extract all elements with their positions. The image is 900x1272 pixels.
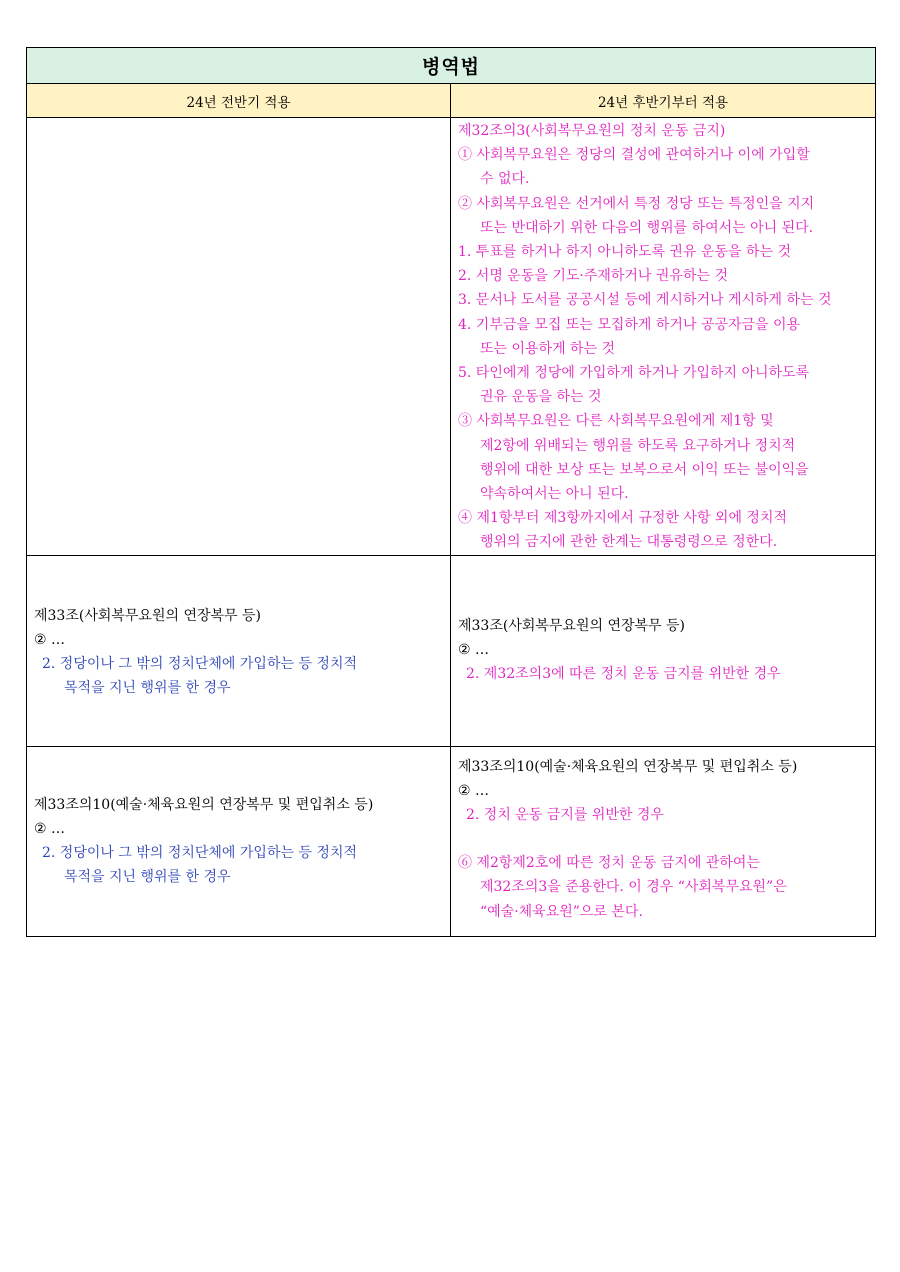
- paragraph-4-line-b: 행위의 금지에 관한 한계는 대통령령으로 정한다.: [480, 534, 778, 551]
- paragraph-2-ellipsis-new-33-10: ② …: [458, 782, 490, 799]
- item-4-line-a: 4. 기부금을 모집 또는 모집하게 하거나 공공자금을 이용: [458, 316, 801, 333]
- item-2-old-line-a: 2. 정당이나 그 밖의 정치단체에 가입하는 등 정치적: [42, 656, 357, 673]
- paragraph-3-line-b: 제2항에 위배되는 행위를 하도록 요구하거나 정치적: [480, 437, 796, 454]
- article-33-heading-old: 제33조(사회복무요원의 연장복무 등): [34, 607, 261, 624]
- paragraph-2-ellipsis-old-33-10: ② …: [34, 820, 66, 837]
- paragraph-3-line-c: 행위에 대한 보상 또는 보복으로서 이익 또는 불이익을: [480, 461, 809, 478]
- item-2: 2. 서명 운동을 기도·주재하거나 권유하는 것: [458, 268, 728, 285]
- paragraph-6-line-c: “예술·체육요원”으로 본다.: [480, 903, 643, 920]
- item-2-old-33-10-line-a: 2. 정당이나 그 밖의 정치단체에 가입하는 등 정치적: [42, 845, 357, 862]
- item-3: 3. 문서나 도서를 공공시설 등에 게시하거나 게시하게 하는 것: [458, 292, 832, 309]
- row3-right-cell: [451, 746, 876, 936]
- document-title: 병역법: [27, 48, 876, 84]
- item-2-old-33-10-line-b: 목적을 지닌 행위를 한 경우: [64, 869, 231, 886]
- paragraph-6-line-a: ⑥ 제2항제2호에 따른 정치 운동 금지에 관하여는: [458, 855, 760, 872]
- item-2-old-line-b: 목적을 지닌 행위를 한 경우: [64, 680, 231, 697]
- paragraph-3-line-d: 약속하여서는 아니 된다.: [480, 486, 629, 503]
- item-2-new-33-10: 2. 정치 운동 금지를 위반한 경우: [466, 807, 664, 824]
- item-4-line-b: 또는 이용하게 하는 것: [480, 340, 616, 357]
- paragraph-1-line-a: ① 사회복무요원은 정당의 결성에 관여하거나 이에 가입할: [458, 147, 810, 164]
- item-5-line-a: 5. 타인에게 정당에 가입하게 하거나 가입하지 아니하도록: [458, 365, 810, 382]
- item-1: 1. 투표를 하거나 하지 아니하도록 권유 운동을 하는 것: [458, 244, 791, 261]
- spacer: [458, 827, 868, 851]
- article-32-3-heading: 제32조의3(사회복무요원의 정치 운동 금지): [458, 123, 726, 139]
- paragraph-2-ellipsis-new: ② …: [458, 641, 490, 658]
- paragraph-2-line-a: ② 사회복무요원은 선거에서 특정 정당 또는 특정인을 지지: [458, 195, 815, 212]
- paragraph-3-line-a: ③ 사회복무요원은 다른 사회복무요원에게 제1항 및: [458, 413, 774, 430]
- row2-left-cell: [27, 555, 451, 746]
- row1-left-cell-empty: [27, 118, 451, 556]
- paragraph-6-line-b: 제32조의3을 준용한다. 이 경우 “사회복무요원”은: [480, 879, 787, 896]
- item-2-new: 2. 제32조의3에 따른 정치 운동 금지를 위반한 경우: [466, 666, 781, 683]
- item-5-line-b: 권유 운동을 하는 것: [480, 389, 602, 406]
- paragraph-4-line-a: ④ 제1항부터 제3항까지에서 규정한 사항 외에 정치적: [458, 510, 787, 527]
- row2-right-cell: [451, 555, 876, 746]
- column-header-first-half: 24년 전반기 적용: [27, 84, 451, 118]
- row1-right-cell: [451, 118, 876, 556]
- article-33-10-heading-new: 제33조의10(예술·체육요원의 연장복무 및 편입취소 등): [458, 758, 798, 775]
- paragraph-1-line-b: 수 없다.: [480, 171, 530, 188]
- column-header-second-half: 24년 후반기부터 적용: [451, 84, 876, 118]
- article-33-10-heading-old: 제33조의10(예술·체육요원의 연장복무 및 편입취소 등): [34, 796, 374, 813]
- row3-left-cell: [27, 746, 451, 936]
- comparison-table: [26, 47, 876, 937]
- paragraph-2-ellipsis-old: ② …: [34, 631, 66, 648]
- article-33-heading-new: 제33조(사회복무요원의 연장복무 등): [458, 617, 685, 634]
- paragraph-2-line-b: 또는 반대하기 위한 다음의 행위를 하여서는 아니 된다.: [480, 219, 814, 236]
